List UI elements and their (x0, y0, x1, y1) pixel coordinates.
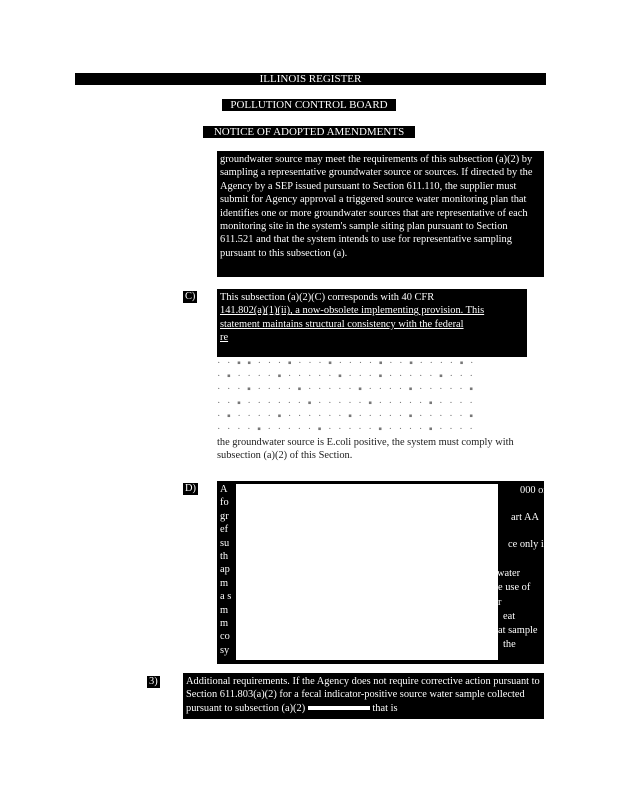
paragraph-d-right-fragment: art AA (511, 512, 539, 523)
paragraph-d-fragment: gr (220, 510, 229, 522)
paragraph-d-fragment: a s (220, 591, 232, 603)
paragraph-d-fragment: ap (220, 564, 230, 576)
paragraph-d-right-fragment: the (503, 639, 516, 650)
paragraph-d-fragment: A (220, 484, 228, 495)
paragraph-d-right-fragment: e use of (498, 582, 531, 593)
paragraph-3 (183, 673, 544, 719)
paragraph-d-fragment: m (220, 604, 229, 616)
paragraph-b-text: groundwater source may meet the requirements of this subsection (a)(2) by sampling a representative groundwater source or sources. If directed by the Agency by a SEP issued pursuant to Section 611.110, the supplier must submit for Agency approval a triggered source water monitoring plan that identifies one or more groundwater sources that are representative of each monitoring site in the system's sample siting plan pursuant to Section 611.521 and that the system intends to use for representative sampling pursuant to this subsection (a). (220, 154, 533, 259)
paragraph-3-redaction (308, 706, 370, 710)
paragraph-d-fragment: sy (220, 644, 230, 656)
paragraph-d-right-fragment: water (497, 568, 521, 579)
paragraph-c-line3: statement maintains structural consistency with the federal (220, 318, 464, 330)
faded-noise: · ▪ · · · · ▪ · · · · · ▪ · · · ▪ · · · · · ▪ · · · (217, 371, 476, 383)
faded-noise: · · ▪ · · · · · · ▪ · · · · · ▪ · · · · · ▪ · · · · (217, 397, 475, 409)
paragraph-d-right-fragment: r (498, 597, 502, 608)
paragraph-d-fragment: m (220, 618, 229, 630)
notice-header: NOTICE OF ADOPTED AMENDMENTS (203, 126, 415, 138)
register-header: ILLINOIS REGISTER (75, 73, 546, 85)
paragraph-3-tail: that is (372, 702, 398, 714)
faded-noise: · · ▪ ▪ · · · ▪ · · · ▪ · · · · ▪ · · ▪ · · · · ▪ · (217, 358, 476, 369)
paragraph-d-fragment: th (220, 551, 229, 563)
faded-noise: · · · · ▪ · · · · · ▪ · · · · · ▪ · · · · ▪ · · · · (217, 424, 475, 436)
paragraph-b-continuation (217, 151, 544, 277)
paragraph-3-label: 3) (149, 676, 158, 687)
board-header: POLLUTION CONTROL BOARD (222, 99, 396, 111)
redaction-mask (236, 484, 498, 660)
faded-noise: · · · ▪ · · · · ▪ · · · · · ▪ · · · · ▪ · · · · · ▪ (217, 384, 476, 396)
paragraph-c-line2: 141.802(a)(1)(ii), a now-obsolete implementing provision. This (220, 305, 485, 317)
paragraph-c-line4: re (220, 332, 229, 344)
paragraph-d-fragment: ef (220, 524, 229, 536)
paragraph-d-right-fragment: 000 or (520, 485, 547, 496)
faded-text-region (217, 357, 547, 469)
paragraph-c-line1: This subsection (a)(2)(C) corresponds with 40 CFR (220, 292, 435, 303)
faded-noise: · ▪ · · · · ▪ · · · · · · ▪ · · · · · ▪ · · · · · ▪ (217, 410, 476, 422)
paragraph-c-label: C) (185, 291, 196, 302)
faded-last-sentence: the groundwater source is E.coli positive, the system must comply with subsection (a)(2) of this Section. (217, 437, 514, 462)
paragraph-d-right-fragment: at sample (498, 625, 538, 636)
paragraph-d-fragment: fo (220, 497, 229, 509)
paragraph-d-label: D) (185, 483, 196, 494)
paragraph-d-right-fragment: eat (503, 611, 516, 622)
paragraph-3-text: Additional requirements. If the Agency does not require corrective action pursuant to Section 611.803(a)(2) for a fecal indicator-positive source water sample collected pursuant to subsection (a)(2) (186, 676, 540, 714)
paragraph-d-right-fragment: ce only if (508, 539, 548, 550)
paragraph-c (217, 289, 527, 357)
paragraph-d-fragment: su (220, 537, 230, 549)
paragraph-d-fragment: m (220, 577, 229, 589)
paragraph-d-fragment: co (220, 631, 230, 643)
